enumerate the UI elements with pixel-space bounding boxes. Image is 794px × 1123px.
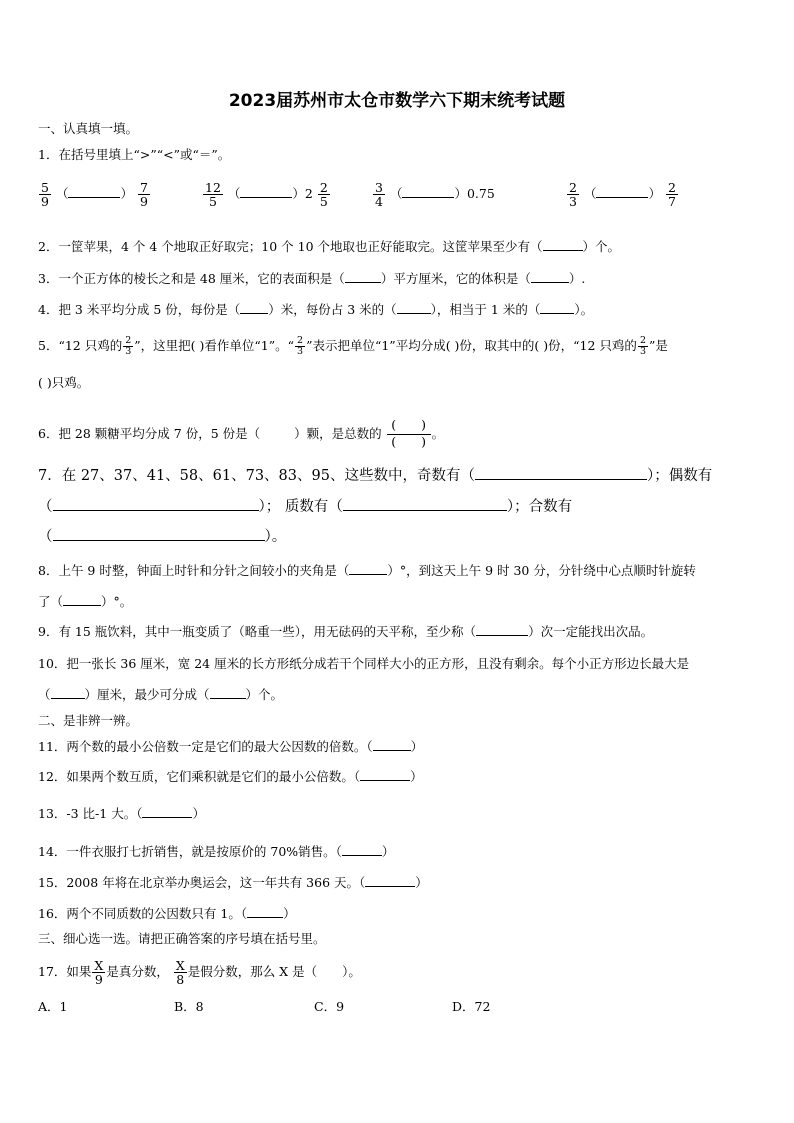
option-b: B．8 [174,999,204,1014]
compare-item: $\frac{12}{5}$ （ ）2 $\frac{2}{5}$ [205,180,328,210]
question-16: 16．两个不同质数的公因数只有 1。（ ） [38,906,296,921]
section-heading: 二、是非辨一辨。 [38,713,139,728]
fraction: $\frac{2}{3}$ [569,180,577,210]
question-17: 17．如果 $\frac{X}{9}$ 是真分数， $\frac{X}{8}$ 是假分数，那么 X 是（ ）。 [38,958,361,988]
question-10: 10．把一张长 36 厘米，宽 24 厘米的长方形纸分成若干个同样大小的正方形，且没有剩余。每个小正方形边长最大是 [38,656,690,671]
question-15: 15．2008 年将在北京举办奥运会，这一年共有 366 天。（ ） [38,875,428,890]
question-17-options [38,998,538,1018]
question-7-continued: （ ）。 [38,529,287,545]
question-7-continued: （ ）； 质数有（ ）；合数有 [38,499,573,515]
question-3: 3．一个正方体的棱长之和是 48 厘米，它的表面积是（ ）平方厘米，它的体积是（ ）. [38,271,586,286]
fraction: $\frac{5}{9}$ [41,180,49,210]
fraction: $\frac{2}{3}$ [639,335,646,357]
fraction: $\frac{X}{8}$ [175,958,185,988]
compare-item: $\frac{2}{3}$ （ ） $\frac{2}{7}$ [569,180,676,210]
question-1: 1．在括号里填上“>”“<”或“＝”。 [38,147,231,162]
fraction: $\frac{7}{9}$ [139,180,148,210]
page-title: 2023届苏州市太仓市数学六下期末统考试题 [228,91,566,111]
question-11: 11．两个数的最小公倍数一定是它们的最大公因数的倍数。（ ） [38,739,424,754]
question-2: 2．一筐苹果，4 个 4 个地取正好取完；10 个 10 个地取也正好能取完。这筐苹果至少有（ ）个。 [38,239,621,254]
fraction: $\frac{3}{4}$ [375,180,383,210]
question-9: 9．有 15 瓶饮料，其中一瓶变质了（略重一些），用无砝码的天平称，至少称（ ）次一定能找出次品。 [38,624,654,639]
fraction: $\frac{2}{5}$ [319,180,328,210]
fraction: $\frac{X}{9}$ [94,958,104,988]
fraction: $\frac{12}{5}$ [205,180,221,210]
question-5: 5．“12 只鸡的 $\frac{2}{3}$ ”，这里把( )看作单位“1”。“ $\frac{2}{3}$ ”表示把单位“1”平均分成( )份，取其中的( )份，“12 只鸡的 $\frac{2}{3}$ ”是 [38,335,668,357]
question-12: 12．如果两个数互质，它们乘积就是它们的最小公倍数。（ ） [38,769,423,784]
option-d: D．72 [452,999,491,1014]
question-8: 8．上午 9 时整，钟面上时针和分针之间较小的夹角是（ ）°，到这天上午 9 时 30 分，分针绕中心点顺时针旋转 [38,563,696,578]
fraction: $\frac{2}{3}$ [125,335,132,357]
fraction-blank: $\frac{( )}{( )}$ [387,418,431,451]
compare-item: $\frac{3}{4}$ （ ）0.75 [375,180,495,210]
fraction: $\frac{2}{7}$ [667,180,676,210]
question-4: 4．把 3 米平均分成 5 份，每份是（ ）米，每份占 3 米的（ ），相当于 1 米的（ ）。 [38,302,594,317]
question-6: 6．把 28 颗糖平均分成 7 份，5 份是（ ）颗，是总数的 $\frac{( )}{( )}$ 。 [38,417,445,449]
question-13: 13．-3 比-1 大。（ ） [38,806,205,821]
section-heading: 一、认真填一填。 [38,121,139,136]
question-5-continued: ( )只鸡。 [38,375,90,390]
question-14: 14．一件衣服打七折销售，就是按原价的 70%销售。（ ） [38,844,395,859]
option-c: C．9 [314,999,345,1014]
question-8-continued: 了（ ）°。 [38,594,133,609]
section-heading: 三、细心选一选。请把正确答案的序号填在括号里。 [38,931,326,946]
question-7: 7．在 27、37、41、58、61、73、83、95、这些数中，奇数有（ ）；偶数有 [38,468,713,484]
option-a: A．1 [38,999,68,1014]
compare-item: $\frac{5}{9}$ （ ） $\frac{7}{9}$ [41,180,148,210]
question-10-continued: （ ）厘米，最少可分成（ ）个。 [38,687,284,702]
fraction: $\frac{2}{3}$ [297,335,304,357]
